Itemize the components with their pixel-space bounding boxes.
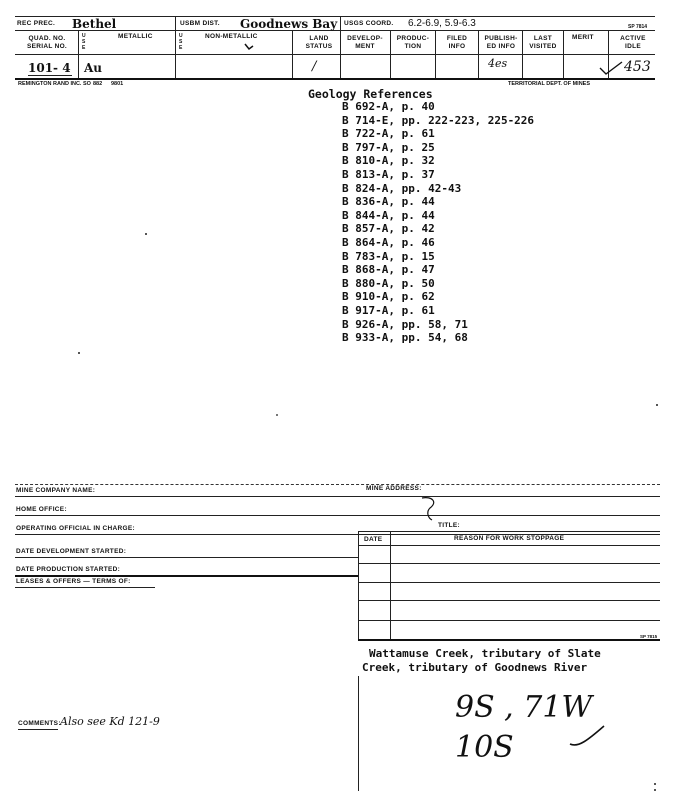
date-column-header: DATE [364, 536, 383, 543]
mine-company-name-label: MINE COMPANY NAME: [16, 487, 96, 494]
geology-reference: B 797-A, p. 25 [342, 140, 435, 154]
underline [18, 729, 58, 730]
usbm-dist-value: Goodnews Bay [240, 17, 338, 31]
speck [654, 783, 656, 785]
rule [358, 620, 660, 621]
date-development-started-label: DATE DEVELOPMENT STARTED: [16, 548, 127, 555]
date-production-started-label: DATE PRODUCTION STARTED: [16, 566, 121, 573]
check-mark-icon [568, 722, 608, 752]
rule [358, 582, 660, 583]
usgs-coord-label: USGS COORD. [344, 20, 394, 27]
rec-prec-label: REC PREC. [17, 20, 56, 27]
geology-reference: B 824-A, pp. 42-43 [342, 181, 462, 195]
rec-prec-value: Bethel [72, 17, 117, 31]
speck [78, 352, 80, 354]
geology-reference: B 783-A, p. 15 [342, 249, 435, 263]
use-metallic-prefix: U S E [82, 33, 86, 51]
territorial-dept: TERRITORIAL DEPT. OF MINES [508, 81, 590, 87]
handwritten-township-2: 10S [455, 730, 514, 765]
production-label: PRODUC-TION [396, 35, 430, 50]
rule [358, 600, 660, 601]
development-label: DEVELOP-MENT [347, 35, 383, 50]
divider [390, 30, 391, 78]
rule [15, 587, 155, 588]
published-info-label: PUBLISH-ED INFO [484, 35, 518, 50]
active-idle-value: 453 [624, 59, 651, 75]
printer-credit: REMINGTON RAND INC. SO [18, 81, 91, 87]
divider [292, 30, 293, 78]
lower-top-rule [15, 484, 660, 485]
divider [563, 30, 564, 78]
quad-serial-value: 101- 4 [28, 61, 71, 75]
divider [175, 16, 176, 78]
divider [358, 676, 359, 791]
metallic-value: Au [84, 61, 103, 75]
printer-code-1: 882 [93, 81, 103, 87]
divider [358, 531, 359, 639]
reason-column-header: REASON FOR WORK STOPPAGE [454, 535, 565, 542]
rule [15, 496, 660, 497]
divider [78, 30, 79, 78]
use-nonmetallic-prefix: U S E [179, 33, 183, 51]
form-number-bottom: SP 7815 [640, 634, 658, 639]
mine-address-label: MINE ADDRESS: [366, 485, 422, 492]
geology-reference: B 836-A, p. 44 [342, 195, 435, 209]
check-mark-icon [598, 60, 624, 76]
handwritten-township-range: 9S , 71W [455, 690, 593, 725]
published-info-value: 4es [488, 57, 508, 70]
geology-reference: B 857-A, p. 42 [342, 222, 435, 236]
pen-squiggle-icon [418, 496, 440, 522]
usgs-coord-value: 6.2-6.9, 5.9-6.3 [408, 18, 476, 29]
usbm-dist-label: USBM DIST. [180, 20, 220, 27]
form-number-top: SP 7814 [628, 24, 648, 30]
rule [15, 515, 660, 516]
speck [276, 414, 278, 416]
geology-reference-list [342, 100, 534, 345]
location-text-line2: Creek, tributary of Goodnews River [362, 661, 588, 674]
header-bottom-rule [15, 78, 655, 80]
divider [478, 30, 479, 78]
pencil-mark-icon [244, 42, 254, 52]
geology-reference: B 880-A, p. 50 [342, 276, 435, 290]
last-visited-label: LAST VISITED [529, 35, 557, 50]
rule [15, 557, 358, 558]
geology-reference: B 813-A, p. 37 [342, 167, 435, 181]
rule [358, 639, 660, 641]
speck [656, 404, 658, 406]
geology-reference: B 864-A, p. 46 [342, 235, 435, 249]
geology-reference: B 910-A, p. 62 [342, 290, 435, 304]
active-idle-label: ACTIVE IDLE [620, 35, 646, 50]
geology-reference: B 810-A, p. 32 [342, 154, 435, 168]
divider [390, 531, 391, 639]
speck [145, 233, 147, 235]
geology-reference: B 917-A, p. 61 [342, 303, 435, 317]
filed-info-label: FILED INFO [446, 35, 468, 50]
merit-label: MERIT [572, 34, 594, 41]
geology-reference: B 722-A, p. 61 [342, 127, 435, 141]
geology-reference: B 714-E, pp. 222-223, 225-226 [342, 113, 535, 127]
divider [435, 30, 436, 78]
land-status-value: / [312, 59, 317, 74]
title-label: TITLE: [438, 522, 461, 529]
serial-no-label: SERIAL NO. [26, 43, 68, 50]
geology-reference: B 844-A, p. 44 [342, 208, 435, 222]
land-status-label: LAND STATUS [305, 35, 333, 50]
rule [358, 531, 660, 532]
quad-no-label: QUAD. NO. [28, 35, 66, 42]
comments-value: Also see Kd 121-9 [60, 715, 160, 728]
metallic-label: METALLIC [118, 33, 153, 40]
geology-heading: Geology References [308, 87, 433, 101]
printer-code-2: 9801 [111, 81, 124, 87]
rule [358, 545, 660, 546]
divider [522, 30, 523, 78]
rule [15, 575, 358, 577]
rule [358, 563, 660, 564]
divider [340, 16, 341, 78]
speck [654, 789, 656, 791]
quad-serial-label [22, 35, 72, 51]
home-office-label: HOME OFFICE: [16, 506, 67, 513]
operating-official-label: OPERATING OFFICIAL IN CHARGE: [16, 525, 135, 532]
geology-reference: B 692-A, p. 40 [342, 100, 435, 113]
geology-reference: B 926-A, pp. 58, 71 [342, 317, 468, 331]
geology-reference: B 933-A, pp. 54, 68 [342, 331, 468, 345]
underline [28, 75, 72, 76]
geology-reference: B 868-A, p. 47 [342, 263, 435, 277]
comments-label: COMMENTS: [18, 720, 61, 727]
location-text-line1: Wattamuse Creek, tributary of Slate [369, 647, 601, 660]
nonmetallic-label: NON-METALLIC [205, 33, 258, 40]
leases-offers-label: LEASES & OFFERS — TERMS OF: [16, 578, 131, 585]
header-col-rule [15, 54, 655, 55]
